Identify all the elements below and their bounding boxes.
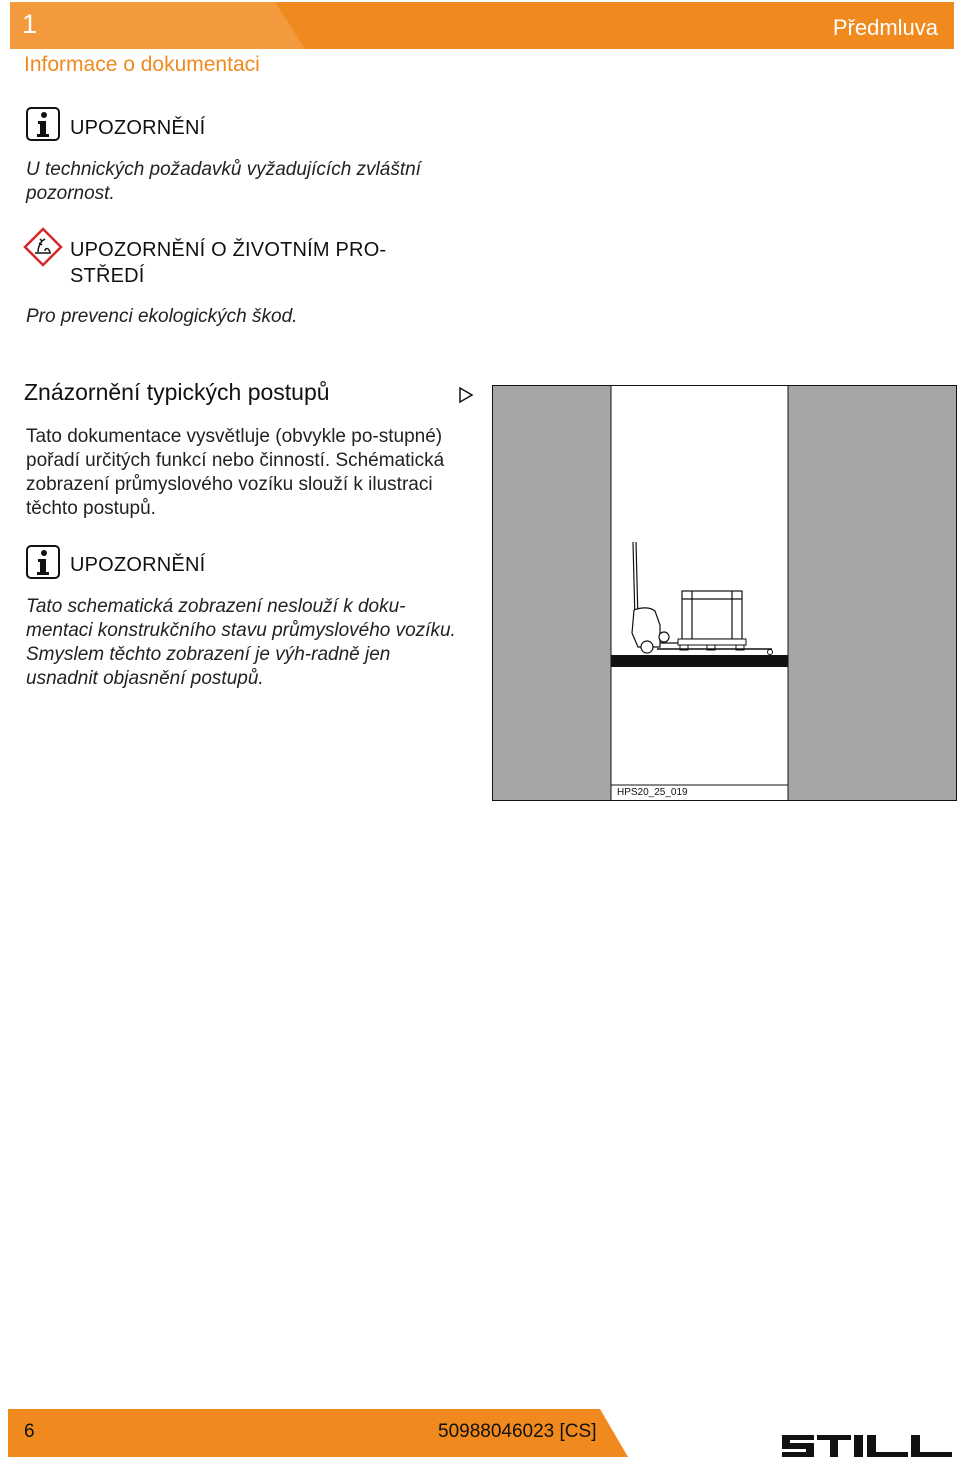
notice-text: Tato schematická zobrazení neslouží k doku-mentaci konstrukčního stavu průmyslového vozíku. Smyslem těchto zobrazení je výh-radně jen usnadnit objasnění postupů. bbox=[26, 596, 456, 689]
triangle-right-icon bbox=[458, 386, 474, 404]
section-title: Předmluva bbox=[832, 15, 938, 40]
figure-id-label: HPS20_25_019 bbox=[617, 787, 688, 798]
floor bbox=[611, 655, 788, 667]
still-logo bbox=[780, 1434, 954, 1458]
info-icon bbox=[26, 107, 60, 141]
notice-heading: UPOZORNĚNÍ O ŽIVOTNÍM PRO-STŘEDÍ bbox=[70, 239, 387, 287]
section-heading: Znázornění typických postupů bbox=[24, 379, 330, 405]
load-box bbox=[682, 591, 742, 639]
figure-left-panel bbox=[493, 386, 611, 800]
header-bar bbox=[10, 2, 954, 49]
environment-hazard-icon bbox=[23, 227, 63, 267]
notice-heading: UPOZORNĚNÍ bbox=[70, 117, 206, 139]
figure-right-panel bbox=[788, 386, 956, 800]
info-icon bbox=[26, 545, 60, 579]
notice-text: U technických požadavků vyžadujících zvláštní pozornost. bbox=[26, 159, 421, 204]
page-number: 6 bbox=[24, 1421, 35, 1442]
pallet-truck-figure bbox=[492, 385, 957, 801]
notice-heading: UPOZORNĚNÍ bbox=[70, 554, 206, 576]
chapter-number: 1 bbox=[22, 9, 38, 39]
notice-text: Pro prevenci ekologických škod. bbox=[26, 306, 298, 327]
subsection-title: Informace o dokumentaci bbox=[24, 53, 260, 76]
body-paragraph: Tato dokumentace vysvětluje (obvykle po-stupné) pořadí určitých funkcí nebo činností. Schématická zobrazení průmyslového vozíku slouží k ilustraci těchto postupů. bbox=[26, 426, 445, 519]
document-number: 50988046023 [CS] bbox=[438, 1421, 597, 1442]
